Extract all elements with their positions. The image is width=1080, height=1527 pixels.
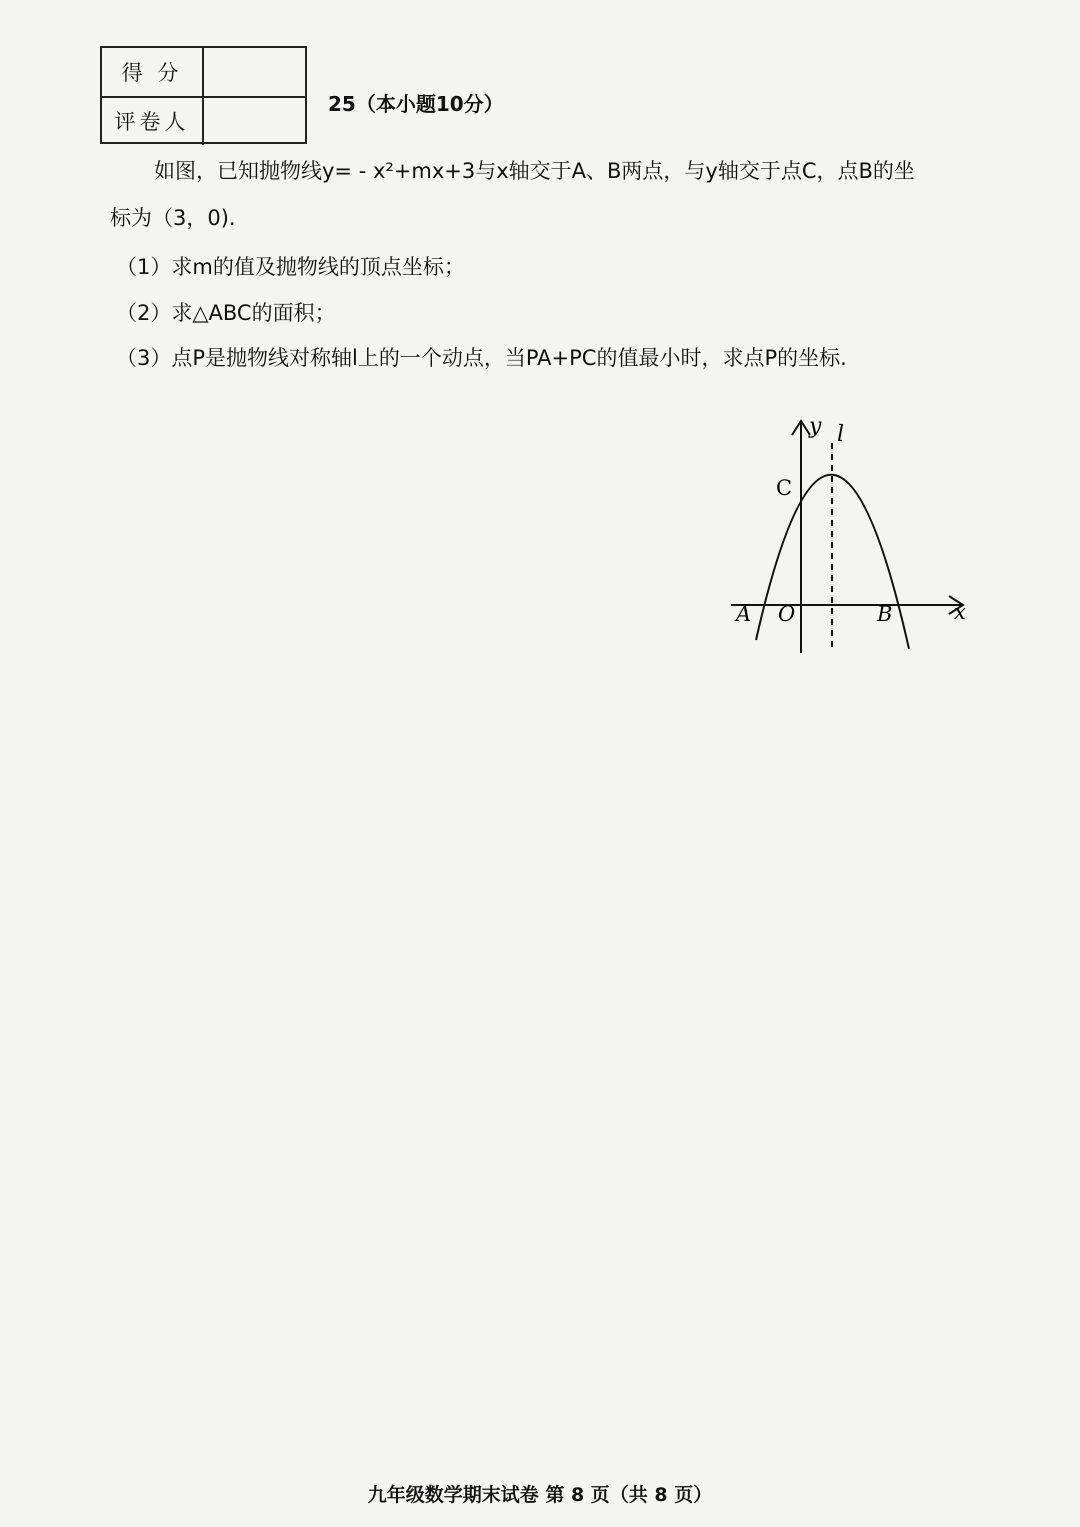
point-b-label: B [877, 602, 893, 626]
symmetry-axis-label: l [837, 422, 845, 447]
grader-label: 评卷人 [102, 97, 204, 145]
page-footer: 九年级数学期末试卷 第 8 页（共 8 页） [367, 1484, 713, 1506]
parabola-figure [725, 413, 975, 658]
score-label: 得 分 [102, 48, 204, 96]
x-axis-label: x [954, 600, 966, 624]
grader-value-cell [204, 97, 305, 145]
question-part-2: （2）求△ABC的面积； [116, 301, 336, 325]
score-table [100, 46, 307, 144]
parabola-svg [725, 413, 975, 658]
question-part-1: （1）求m的值及抛物线的顶点坐标； [116, 255, 465, 279]
question-stem-line2: 标为（3，0). [110, 206, 236, 230]
y-axis-label: y [809, 414, 822, 439]
question-heading: 25（本小题10分） [328, 92, 504, 116]
grader-row [102, 97, 305, 145]
question-part-3: （3）点P是抛物线对称轴l上的一个动点，当PA+PC的值最小时，求点P的坐标. [116, 346, 847, 370]
origin-label: O [778, 602, 796, 626]
score-row [102, 48, 305, 98]
question-stem-line1: 如图，已知抛物线y= - x²+mx+3与x轴交于A、B两点，与y轴交于点C，点B的坐 [154, 159, 915, 183]
point-a-label: A [736, 602, 752, 626]
score-value-cell [204, 48, 305, 96]
point-c-label: C [776, 476, 793, 500]
